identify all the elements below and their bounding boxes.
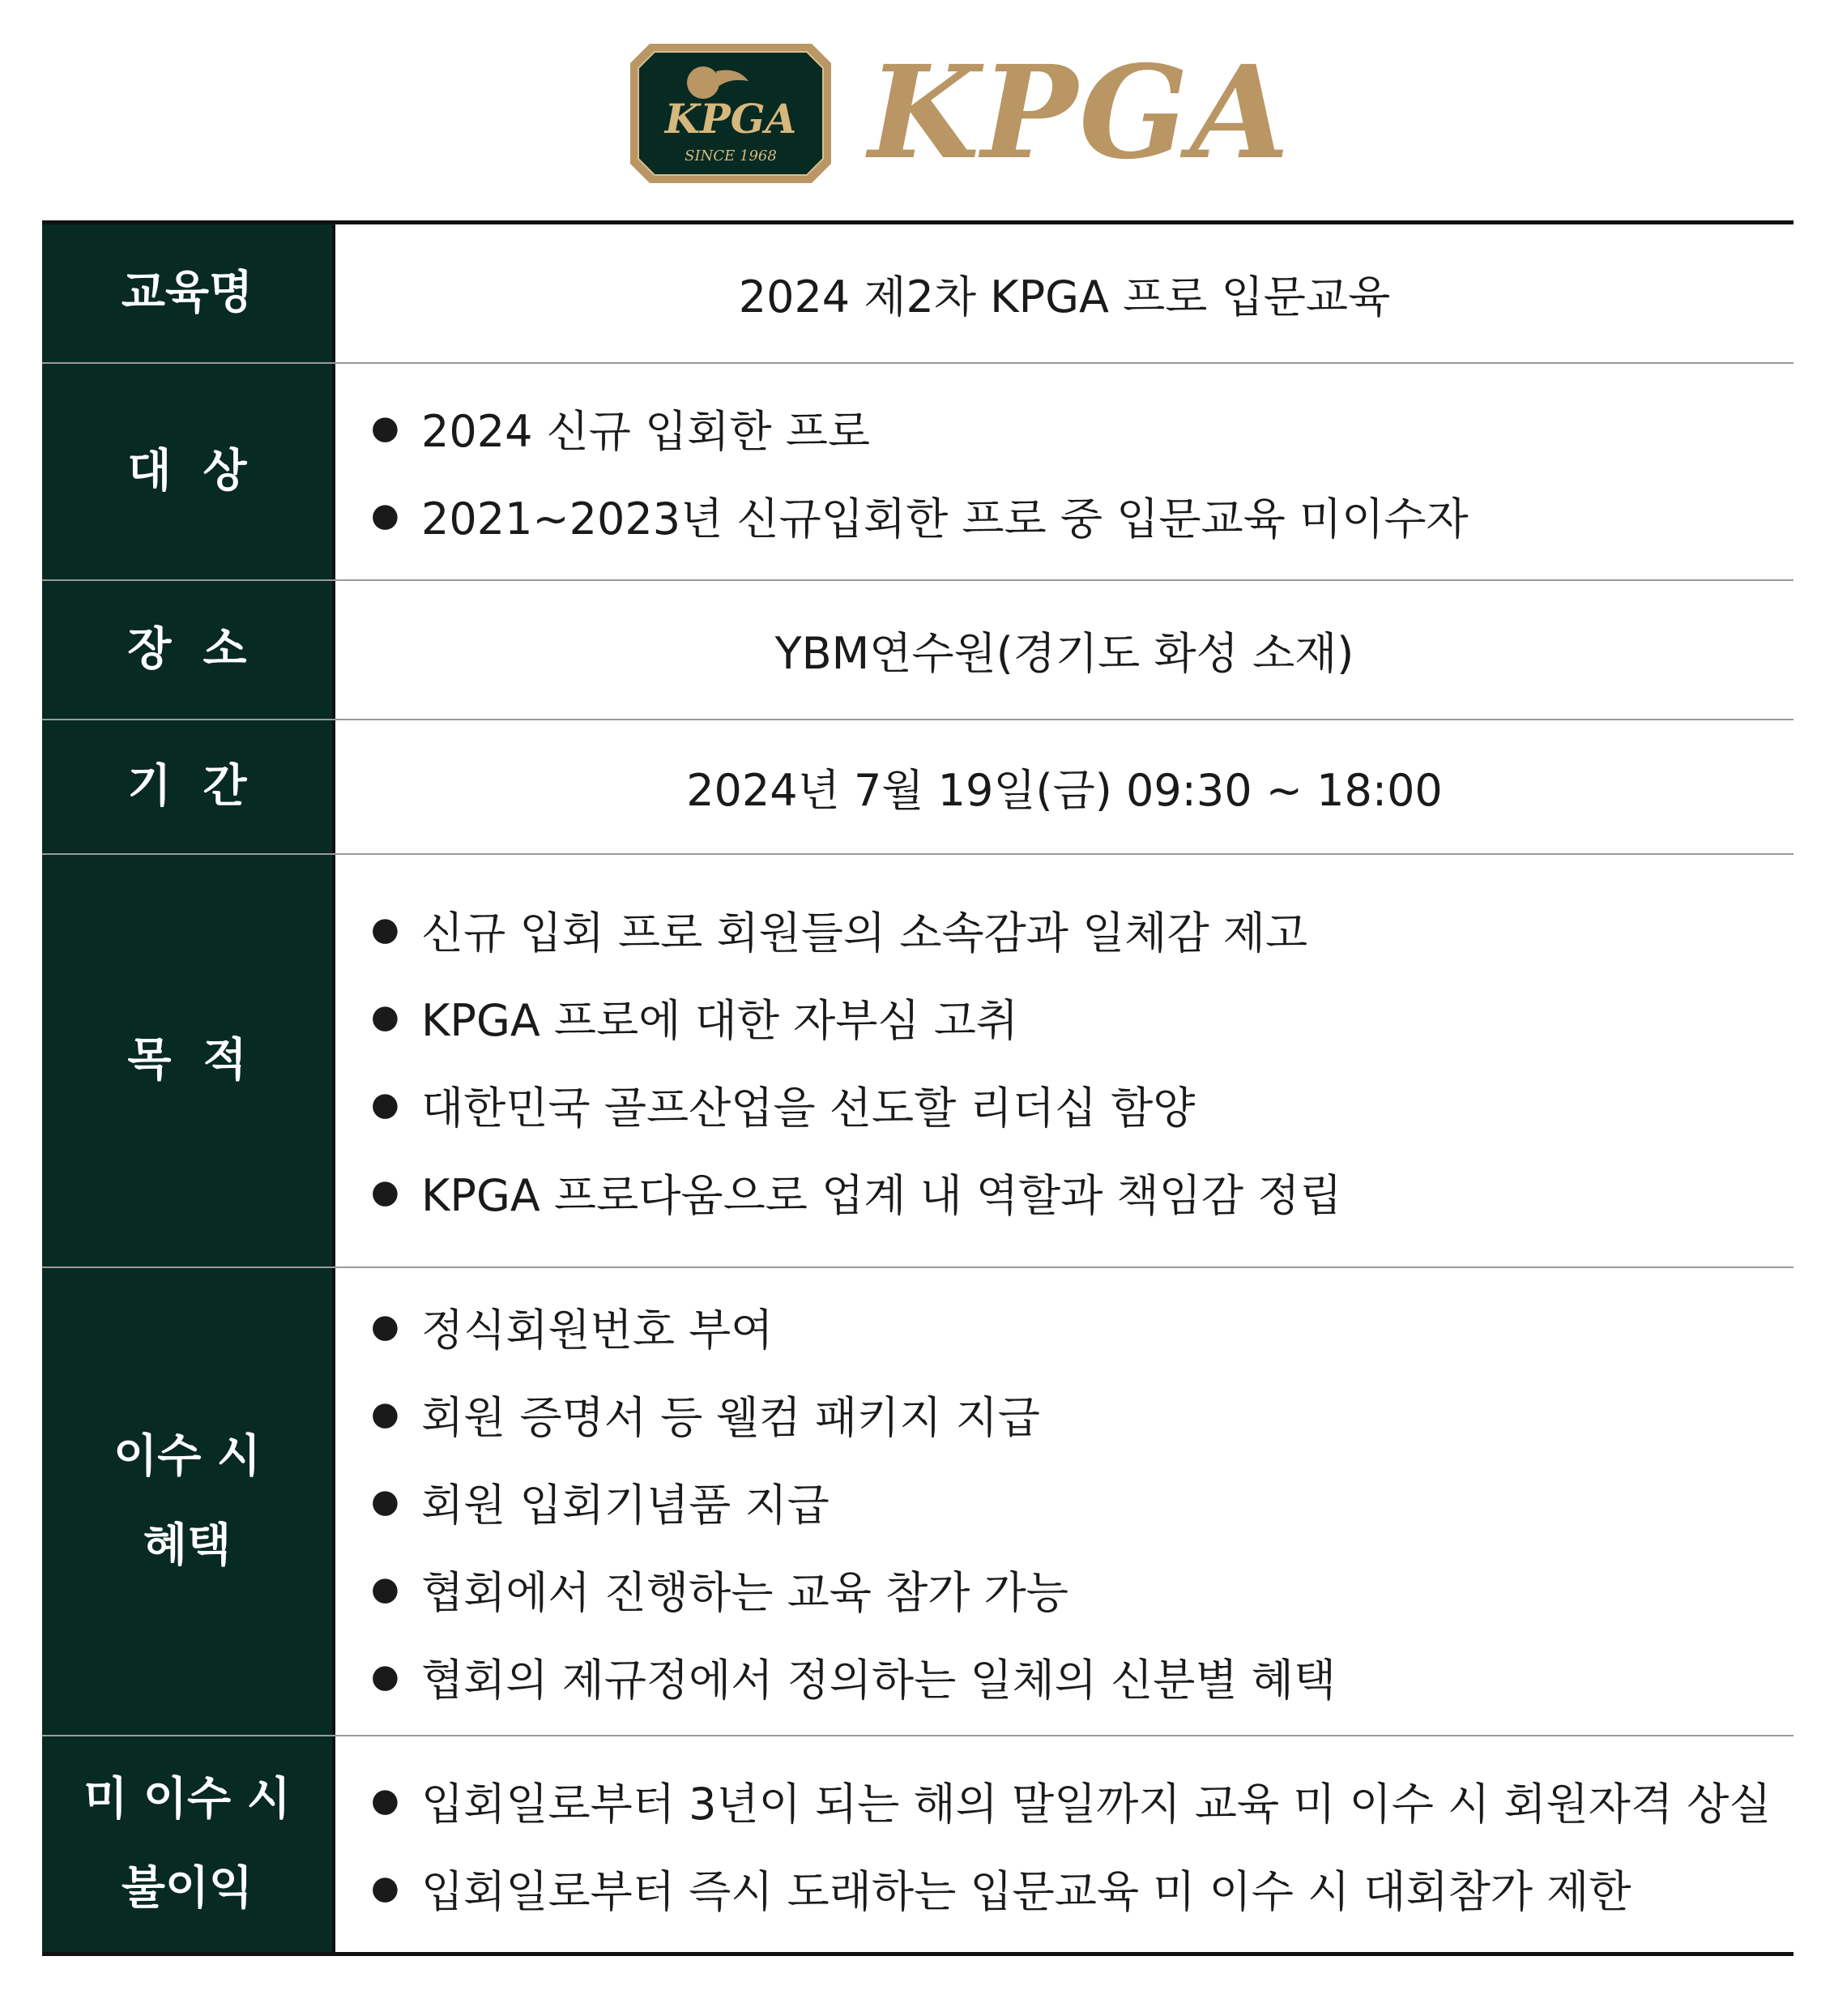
row-value — [335, 581, 1793, 719]
golf-ball-icon — [687, 66, 719, 99]
kpga-emblem — [625, 39, 836, 188]
list-item: ● 입회일로부터 3년이 되는 해의 말일까지 교육 미 이수 시 회원자격 상실 — [371, 1778, 1772, 1830]
row-location — [42, 581, 1793, 720]
list-item: ● 신규 입회 프로 회원들의 소속감과 일체감 제고 — [371, 907, 1308, 959]
location: YBM연수원(경기도 화성 소재) — [774, 627, 1354, 679]
emblem-subtext: SINCE 1968 — [685, 147, 777, 164]
row-target — [42, 364, 1793, 581]
list-item: ● 협회에서 진행하는 교육 참가 가능 — [371, 1566, 1068, 1618]
row-purpose — [42, 855, 1793, 1268]
row-label: 대 상 — [42, 364, 335, 579]
list-item: ● 협회의 제규정에서 정의하는 일체의 신분별 혜택 — [371, 1654, 1337, 1706]
row-value — [335, 720, 1793, 853]
bullet-icon: ● — [371, 1173, 399, 1211]
bullet-icon: ● — [371, 1483, 399, 1520]
list-item: ● 대한민국 골프산업을 선도할 리더십 함양 — [371, 1082, 1196, 1134]
list-item: ● 2024 신규 입회한 프로 — [371, 405, 871, 457]
row-penalties — [42, 1736, 1793, 1952]
row-label: 이수 시 혜택 — [42, 1268, 335, 1735]
list-item: ● 회원 입회기념품 지급 — [371, 1479, 830, 1531]
list-item: ● KPGA 프로에 대한 자부심 고취 — [371, 994, 1019, 1046]
emblem-text: KPGA — [664, 95, 797, 143]
row-label: 장 소 — [42, 581, 335, 719]
row-course-name — [42, 224, 1793, 364]
bullet-icon: ● — [371, 1395, 399, 1433]
row-value — [335, 364, 1793, 579]
list-item: ● 2021~2023년 신규입회한 프로 중 입문교육 미이수자 — [371, 493, 1469, 545]
bullet-icon: ● — [371, 1782, 399, 1819]
row-value — [335, 855, 1793, 1266]
row-value — [335, 1736, 1793, 1952]
row-label: 목 적 — [42, 855, 335, 1266]
row-label: 미 이수 시 불이익 — [42, 1736, 335, 1952]
bullet-icon: ● — [371, 1308, 399, 1345]
bullet-icon: ● — [371, 1658, 399, 1695]
bullet-icon: ● — [371, 409, 399, 446]
list-item: ● 회원 증명서 등 웰컴 패키지 지급 — [371, 1391, 1040, 1443]
education-info-table — [42, 220, 1793, 1956]
bullet-icon: ● — [371, 497, 399, 534]
list-item: ● KPGA 프로다움으로 업계 내 역할과 책임감 정립 — [371, 1169, 1342, 1221]
row-label: 교육명 — [42, 224, 335, 362]
list-item: ● 입회일로부터 즉시 도래하는 입문교육 미 이수 시 대회참가 제한 — [371, 1865, 1631, 1917]
row-benefits — [42, 1268, 1793, 1736]
row-period — [42, 720, 1793, 855]
kpga-logo — [625, 32, 1291, 194]
bullet-icon: ● — [371, 911, 399, 948]
kpga-wordmark: KPGA — [868, 38, 1291, 188]
course-name: 2024 제2차 KPGA 프로 입문교육 — [738, 271, 1391, 322]
bullet-icon: ● — [371, 1869, 399, 1907]
bullet-icon: ● — [371, 998, 399, 1036]
row-label: 기 간 — [42, 720, 335, 853]
row-value — [335, 1268, 1793, 1735]
bullet-icon: ● — [371, 1086, 399, 1123]
bullet-icon: ● — [371, 1570, 399, 1608]
list-item: ● 정식회원번호 부여 — [371, 1304, 774, 1356]
period: 2024년 7월 19일(금) 09:30 ~ 18:00 — [686, 764, 1443, 816]
row-value — [335, 224, 1793, 362]
